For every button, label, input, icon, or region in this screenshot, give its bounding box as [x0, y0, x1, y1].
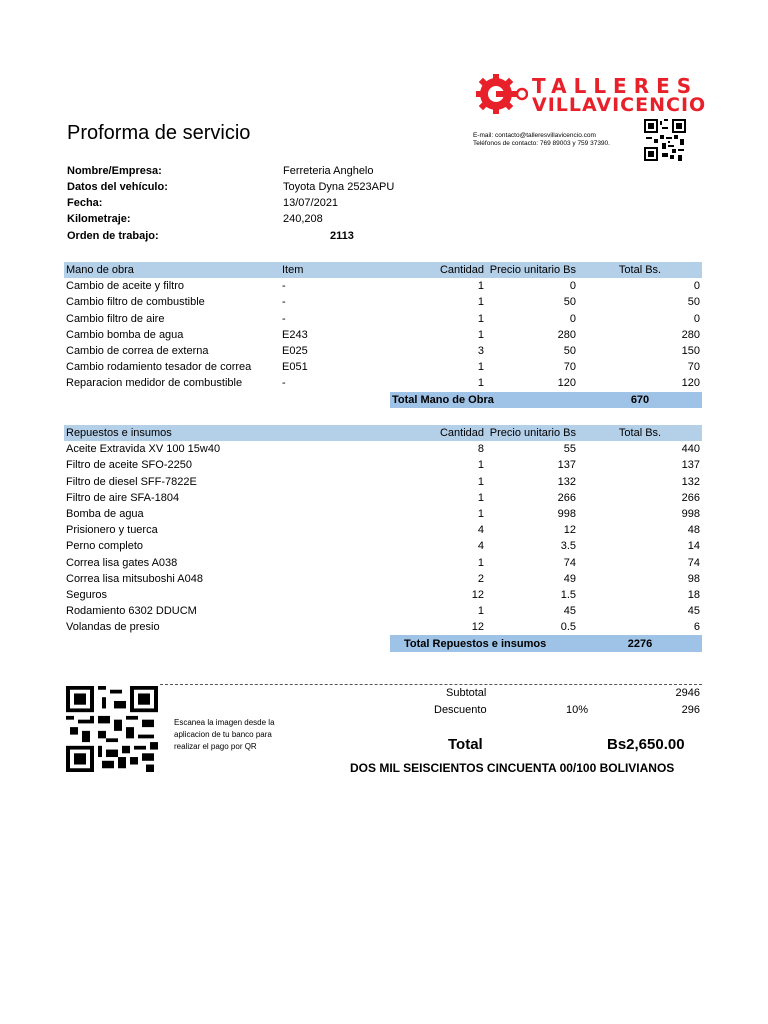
qr-code-icon: [644, 119, 686, 161]
cell: Cambio de correa de externa: [66, 345, 209, 358]
table-row: [64, 327, 702, 343]
cell: 1: [477, 459, 484, 472]
cell: 1: [477, 556, 484, 569]
table-row: [64, 359, 702, 375]
cell: 132: [681, 475, 700, 488]
cell: Filtro de aire SFA-1804: [66, 491, 180, 504]
cell: 280: [681, 328, 700, 341]
company-logo: [472, 72, 707, 116]
cell: Cambio bomba de agua: [66, 328, 184, 341]
cell: Cambio rodamiento tesador de correa: [66, 361, 252, 374]
header-cell: Item: [280, 262, 390, 278]
info-label-vehiculo: Datos del vehículo:: [67, 181, 168, 193]
header-cell: Precio unitario Bs: [486, 262, 578, 278]
cell: 14: [687, 540, 700, 553]
parts-total-label: Total Repuestos e insumos: [390, 635, 578, 651]
cell: 48: [687, 524, 700, 537]
cell: 998: [681, 508, 700, 521]
table-row: [64, 506, 702, 522]
table-row: [64, 343, 702, 359]
table-row: [64, 538, 702, 554]
cell: Volandas de presio: [66, 621, 160, 634]
info-value-fecha: 13/07/2021: [283, 197, 339, 209]
contact-phones: Teléfonos de contacto: 769 89003 y 759 37390.: [473, 140, 610, 147]
cell: 266: [557, 491, 576, 504]
header-cell: Precio unitario Bs: [486, 425, 578, 441]
cell: 8: [477, 443, 484, 456]
header-cell: Cantidad: [390, 262, 486, 278]
cell: 1: [477, 491, 484, 504]
cell: 120: [681, 377, 700, 390]
brand-line-1: TALLERES: [532, 74, 699, 98]
parts-header-row: [64, 425, 702, 441]
cell: Reparacion medidor de combustible: [66, 377, 243, 390]
cell: 0: [569, 280, 576, 293]
cell: 150: [681, 345, 700, 358]
cell: 120: [557, 377, 576, 390]
cell: 1: [477, 312, 484, 325]
cell: Correa lisa mitsuboshi A048: [66, 572, 203, 585]
cell: 12: [471, 588, 484, 601]
cell: 0: [693, 280, 700, 293]
cell: 0: [693, 312, 700, 325]
cell: 137: [681, 459, 700, 472]
cell: 50: [563, 296, 576, 309]
cell: Filtro de diesel SFF-7822E: [66, 475, 197, 488]
table-row: [64, 311, 702, 327]
cell: 3: [477, 345, 484, 358]
table-row: [64, 441, 702, 457]
table-row: [64, 294, 702, 310]
table-row: [64, 278, 702, 294]
payment-qr-code-icon: [66, 686, 158, 772]
cell: -: [282, 296, 286, 309]
cell: 49: [563, 572, 576, 585]
total-label: Total: [448, 736, 483, 753]
cell: -: [282, 280, 286, 293]
labor-header-row: [64, 262, 702, 278]
table-row: [64, 474, 702, 490]
labor-total-value: 670: [578, 392, 702, 408]
header-cell: Total Bs.: [578, 262, 702, 278]
cell: 1: [477, 296, 484, 309]
subtotal-value: 2946: [675, 687, 700, 699]
cell: 70: [563, 361, 576, 374]
cell: 98: [687, 572, 700, 585]
cell: 1: [477, 377, 484, 390]
cell: Seguros: [66, 588, 107, 601]
gear-wrench-icon: [472, 72, 528, 116]
cell: 0.5: [560, 621, 576, 634]
total-value: Bs2,650.00: [607, 736, 685, 753]
qr-instructions: Escanea la imagen desde la aplicacion de tu banco para realizar el pago por QR: [174, 718, 275, 751]
cell: 440: [681, 443, 700, 456]
info-label-fecha: Fecha:: [67, 197, 103, 209]
page-title: Proforma de servicio: [67, 122, 251, 144]
cell: 50: [563, 345, 576, 358]
cell: 12: [471, 621, 484, 634]
cell: 18: [687, 588, 700, 601]
cell: 55: [563, 443, 576, 456]
info-label-nombre: Nombre/Empresa:: [67, 165, 162, 177]
separator: [160, 684, 702, 685]
cell: 1: [477, 280, 484, 293]
cell: 6: [693, 621, 700, 634]
info-label-km: Kilometraje:: [67, 213, 131, 225]
info-value-vehiculo: Toyota Dyna 2523APU: [283, 181, 395, 193]
cell: 74: [563, 556, 576, 569]
cell: 266: [681, 491, 700, 504]
table-row: [64, 457, 702, 473]
cell: 1: [477, 605, 484, 618]
discount-percent: 10%: [566, 704, 589, 716]
cell: 4: [477, 524, 484, 537]
cell: Correa lisa gates A038: [66, 556, 178, 569]
contact-email: E-mail: contacto@talleresvillavicencio.com: [473, 132, 596, 139]
table-row: [64, 587, 702, 603]
subtotal-label: Subtotal: [446, 687, 487, 699]
cell: Prisionero y tuerca: [66, 524, 158, 537]
labor-table: [64, 262, 702, 408]
cell: 3.5: [560, 540, 576, 553]
cell: 45: [687, 605, 700, 618]
cell: 1.5: [560, 588, 576, 601]
header-cell: Mano de obra: [64, 262, 280, 278]
cell: 70: [687, 361, 700, 374]
cell: Aceite Extravida XV 100 15w40: [66, 443, 221, 456]
info-value-nombre: Ferreteria Anghelo: [283, 165, 374, 177]
brand-line-2: VILLAVICENCIO: [532, 94, 707, 116]
parts-table: [64, 425, 702, 652]
contact-info: [473, 132, 610, 148]
cell: 4: [477, 540, 484, 553]
cell: 998: [557, 508, 576, 521]
discount-value: 296: [681, 704, 700, 716]
cell: 50: [687, 296, 700, 309]
labor-total-row: [64, 392, 702, 408]
discount-label: Descuento: [434, 704, 487, 716]
cell: 12: [563, 524, 576, 537]
cell: 1: [477, 361, 484, 374]
cell: 74: [687, 556, 700, 569]
labor-total-label: Total Mano de Obra: [390, 392, 578, 408]
table-row: [64, 619, 702, 635]
cell: 1: [477, 328, 484, 341]
cell: E025: [282, 345, 308, 358]
cell: 1: [477, 475, 484, 488]
cell: Perno completo: [66, 540, 144, 553]
table-row: [64, 375, 702, 391]
header-cell: Repuestos e insumos: [64, 425, 390, 441]
table-row: [64, 490, 702, 506]
header-cell: Cantidad: [390, 425, 486, 441]
cell: Cambio de aceite y filtro: [66, 280, 184, 293]
info-value-km: 240,208: [283, 213, 323, 225]
cell: E051: [282, 361, 308, 374]
info-label-orden: Orden de trabajo:: [67, 230, 159, 242]
cell: 280: [557, 328, 576, 341]
total-in-words: DOS MIL SEISCIENTOS CINCUENTA 00/100 BOLIVIANOS: [350, 761, 675, 775]
table-row: [64, 522, 702, 538]
cell: Cambio filtro de aire: [66, 312, 165, 325]
cell: -: [282, 377, 286, 390]
info-value-orden: 2113: [330, 230, 354, 242]
table-row: [64, 555, 702, 571]
cell: 2: [477, 572, 484, 585]
cell: Filtro de aceite SFO-2250: [66, 459, 192, 472]
cell: -: [282, 312, 286, 325]
table-row: [64, 603, 702, 619]
cell: E243: [282, 328, 308, 341]
cell: 137: [557, 459, 576, 472]
cell: 132: [557, 475, 576, 488]
cell: 45: [563, 605, 576, 618]
cell: Bomba de agua: [66, 508, 144, 521]
parts-total-value: 2276: [578, 635, 702, 651]
cell: 1: [477, 508, 484, 521]
parts-total-row: [64, 635, 702, 651]
table-row: [64, 571, 702, 587]
cell: Rodamiento 6302 DDUCM: [66, 605, 197, 618]
header-cell: Total Bs.: [578, 425, 702, 441]
cell: Cambio filtro de combustible: [66, 296, 205, 309]
cell: 0: [569, 312, 576, 325]
